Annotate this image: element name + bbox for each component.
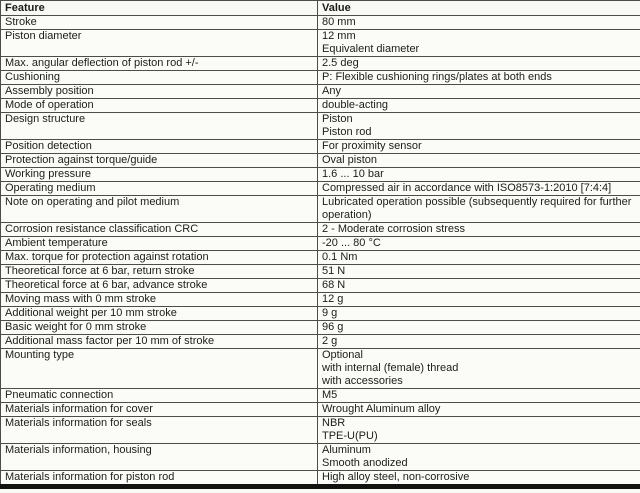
value-cell [318, 237, 640, 251]
value-line: NBR [322, 417, 346, 429]
value-cell [318, 444, 640, 471]
table-row [1, 237, 640, 251]
feature-cell: Note on operating and pilot medium [1, 196, 318, 223]
value-line: Equivalent diameter [322, 43, 420, 55]
value-cell [318, 471, 640, 487]
value-cell [318, 417, 640, 444]
table-row [1, 265, 640, 279]
value-line: 51 N [322, 265, 346, 277]
value-cell [318, 99, 640, 113]
value-line: with accessories [322, 375, 403, 387]
value-line: Compressed air in accordance with ISO8573-1:2010 [7:4:4] [322, 182, 612, 194]
table-row [1, 349, 640, 389]
header-row [1, 1, 640, 16]
table-row [1, 168, 640, 182]
value-line: 2 - Moderate corrosion stress [322, 223, 466, 235]
feature-cell: Ambient temperature [1, 237, 318, 251]
feature-cell: Theoretical force at 6 bar, advance stroke [1, 279, 318, 293]
value-line: Oval piston [322, 154, 378, 166]
value-cell [318, 140, 640, 154]
value-line: Smooth anodized [322, 457, 408, 469]
feature-cell: Max. angular deflection of piston rod +/- [1, 57, 318, 71]
feature-cell: Corrosion resistance classification CRC [1, 223, 318, 237]
table-row [1, 251, 640, 265]
value-cell [318, 403, 640, 417]
table-row [1, 279, 640, 293]
feature-cell: Piston diameter [1, 30, 318, 57]
table-row [1, 223, 640, 237]
feature-cell: Design structure [1, 113, 318, 140]
feature-cell: Pneumatic connection [1, 389, 318, 403]
table-row [1, 85, 640, 99]
value-line: 0.1 Nm [322, 251, 358, 263]
feature-cell: Cushioning [1, 71, 318, 85]
feature-cell: Mode of operation [1, 99, 318, 113]
value-cell [318, 265, 640, 279]
feature-cell: Additional weight per 10 mm stroke [1, 307, 318, 321]
value-line: 2 g [322, 335, 338, 347]
value-line: operation) [322, 209, 372, 221]
value-line: Aluminum [322, 444, 371, 456]
value-cell [318, 251, 640, 265]
table-row [1, 389, 640, 403]
feature-cell: Materials information for cover [1, 403, 318, 417]
value-cell [318, 349, 640, 389]
value-cell [318, 16, 640, 30]
table-row [1, 403, 640, 417]
table-row [1, 140, 640, 154]
table-row [1, 307, 640, 321]
feature-cell: Protection against torque/guide [1, 154, 318, 168]
value-cell [318, 321, 640, 335]
value-cell [318, 389, 640, 403]
value-line: 9 g [322, 307, 338, 319]
feature-cell: Working pressure [1, 168, 318, 182]
table-row [1, 99, 640, 113]
table-row [1, 57, 640, 71]
table-row [1, 321, 640, 335]
value-cell [318, 57, 640, 71]
column-header-value: Value [318, 1, 640, 16]
table-body [1, 16, 640, 487]
table-row [1, 417, 640, 444]
value-cell [318, 196, 640, 223]
value-cell [318, 293, 640, 307]
feature-cell: Materials information for seals [1, 417, 318, 444]
table-row [1, 293, 640, 307]
value-cell [318, 223, 640, 237]
value-cell [318, 279, 640, 293]
table-row [1, 335, 640, 349]
value-cell [318, 154, 640, 168]
table-row [1, 154, 640, 168]
feature-cell: Assembly position [1, 85, 318, 99]
value-cell [318, 113, 640, 140]
value-line: Piston rod [322, 126, 372, 138]
value-line: P: Flexible cushioning rings/plates at both ends [322, 71, 552, 83]
table-row [1, 444, 640, 471]
value-line: Any [322, 85, 341, 97]
feature-cell: Position detection [1, 140, 318, 154]
feature-cell: Additional mass factor per 10 mm of stroke [1, 335, 318, 349]
table-row [1, 196, 640, 223]
table-row [1, 182, 640, 196]
value-line: TPE-U(PU) [322, 430, 378, 442]
value-cell [318, 182, 640, 196]
table-row [1, 16, 640, 30]
value-line: Wrought Aluminum alloy [322, 403, 441, 415]
value-cell [318, 168, 640, 182]
value-line: 2.5 deg [322, 57, 359, 69]
table-row [1, 113, 640, 140]
feature-cell: Materials information, housing [1, 444, 318, 471]
value-cell [318, 85, 640, 99]
value-line: 1.6 ... 10 bar [322, 168, 384, 180]
value-line: Optional [322, 349, 363, 361]
value-line: 96 g [322, 321, 344, 333]
value-cell [318, 71, 640, 85]
table-row [1, 30, 640, 57]
feature-cell: Moving mass with 0 mm stroke [1, 293, 318, 307]
value-cell [318, 335, 640, 349]
value-line: 12 g [322, 293, 344, 305]
value-line: double-acting [322, 99, 389, 111]
value-line: with internal (female) thread [322, 362, 459, 374]
value-line: Lubricated operation possible (subsequently required for further [322, 196, 632, 208]
value-line: 68 N [322, 279, 346, 291]
feature-cell: Basic weight for 0 mm stroke [1, 321, 318, 335]
value-line: 80 mm [322, 16, 356, 28]
value-line: For proximity sensor [322, 140, 422, 152]
feature-cell: Operating medium [1, 182, 318, 196]
value-line: High alloy steel, non-corrosive [322, 471, 470, 483]
value-cell [318, 307, 640, 321]
feature-cell: Mounting type [1, 349, 318, 389]
value-cell [318, 30, 640, 57]
feature-cell: Theoretical force at 6 bar, return stroke [1, 265, 318, 279]
feature-cell: Materials information for piston rod [1, 471, 318, 487]
value-line: Piston [322, 113, 353, 125]
table-header [1, 1, 640, 16]
table-row [1, 71, 640, 85]
column-header-feature: Feature [1, 1, 318, 16]
feature-cell: Max. torque for protection against rotation [1, 251, 318, 265]
value-line: -20 ... 80 °C [322, 237, 381, 249]
value-line: M5 [322, 389, 338, 401]
feature-cell: Stroke [1, 16, 318, 30]
value-line: 12 mm [322, 30, 356, 42]
table-row [1, 471, 640, 487]
